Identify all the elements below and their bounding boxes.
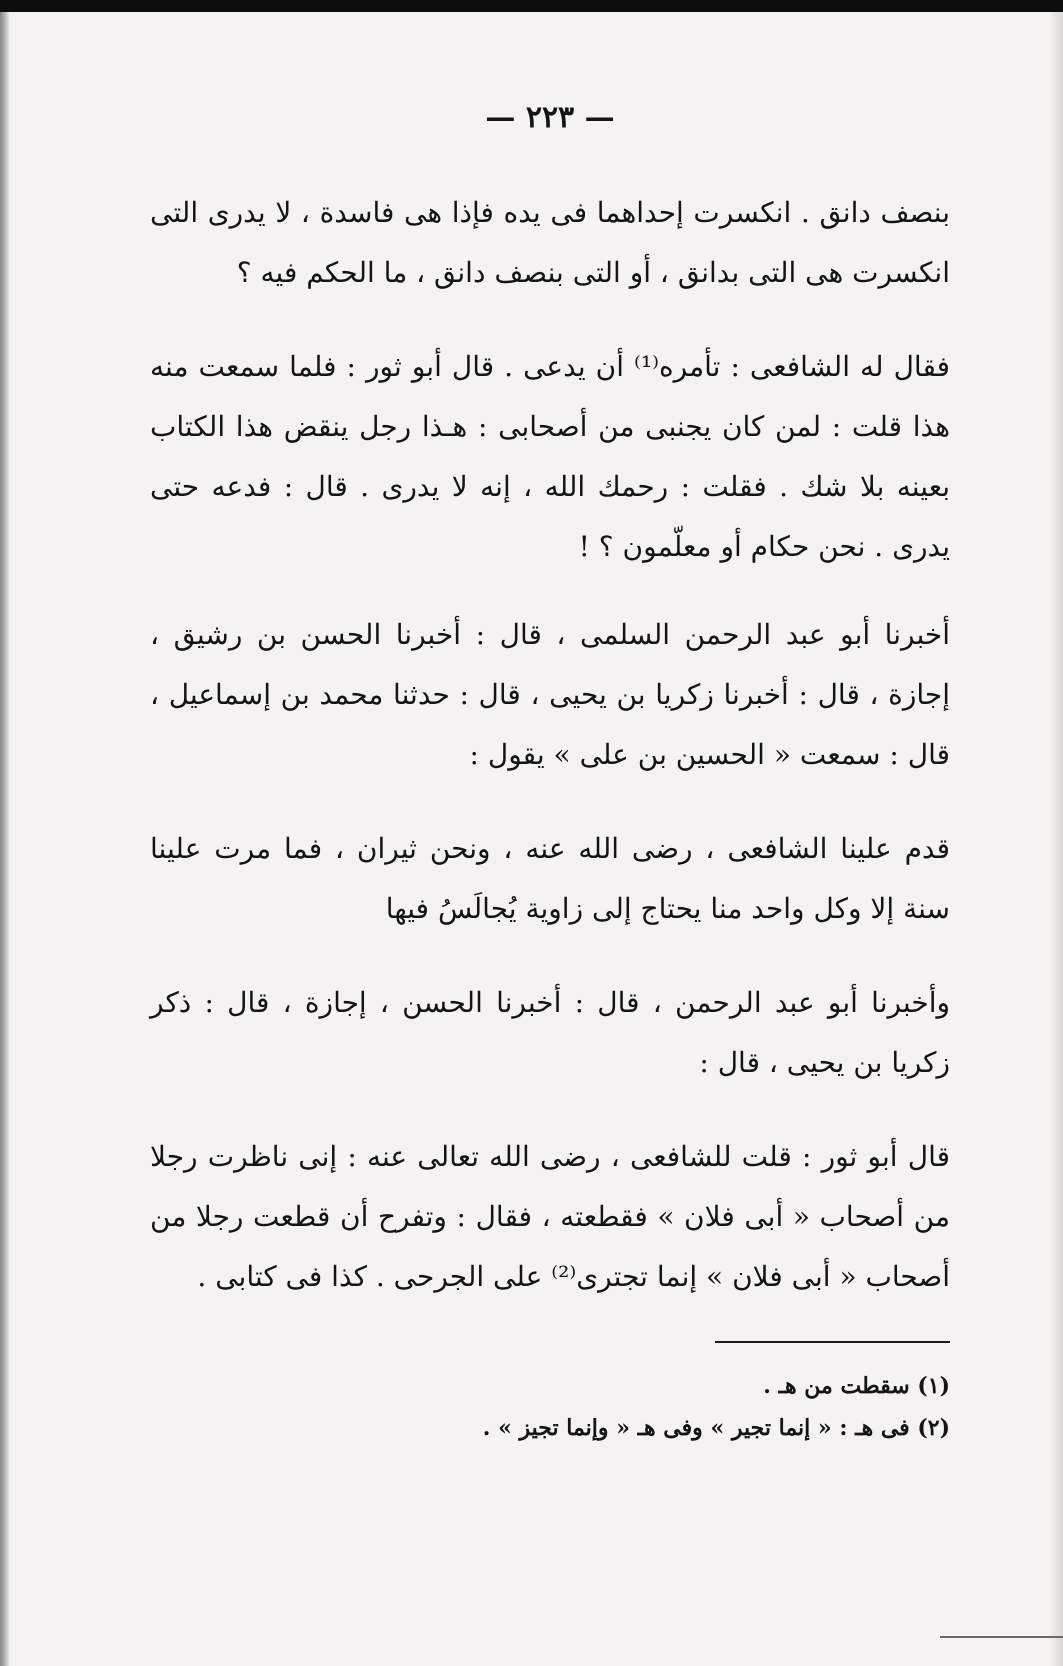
- paragraph-3: أخبرنا أبو عبد الرحمن السلمى ، قال : أخبرنا الحسن بن رشيق ، إجازة ، قال : أخبرنا زكريا بن يحيى ، قال : حدثنا محمد بن إسماعيل ، قال : سمعت « الحسين بن على » يقول :: [150, 618, 950, 771]
- footnote-1: (١) سقطت من هـ .: [763, 1373, 950, 1399]
- footnote-2: (٢) فى هـ : « إنما تجير » وفى هـ « وإنما تجيز » .: [482, 1415, 950, 1441]
- paragraph-6: قال أبو ثور : قلت للشافعى ، رضى الله تعالى عنه : إنى ناظرت رجلا من أصحاب « أبى فلان » فقطعته ، فقال : وتفرح أن قطعت رجلا من أصحاب « أبى فلان » إنما تجترى⁽²⁾ على الجرحى . كذا فى كتابى .: [150, 1140, 950, 1293]
- page-number: — ٢٢٣ —: [485, 100, 615, 135]
- paragraph-5: وأخبرنا أبو عبد الرحمن ، قال : أخبرنا الحسن ، إجازة ، قال : ذكر زكريا بن يحيى ، قال :: [150, 986, 950, 1079]
- paragraph-4: قدم علينا الشافعى ، رضى الله عنه ، ونحن ثيران ، فما مرت علينا سنة إلا وكل واحد منا يحتاج إلى زاوية يُجالَسُ فيها: [150, 832, 950, 925]
- footnote-separator: [715, 1341, 950, 1343]
- scan-bottom-rule: [940, 1636, 1063, 1638]
- scan-right-edge: [1049, 12, 1063, 1666]
- scan-top-edge: [0, 0, 1063, 12]
- paragraph-1: بنصف دانق . انكسرت إحداهما فى يده فإذا هى فاسدة ، لا يدرى التى انكسرت هى التى بدانق ، أو التى بنصف دانق ، ما الحكم فيه ؟: [150, 196, 950, 289]
- book-page: [150, 100, 950, 1449]
- paragraph-2: فقال له الشافعى : تأمره⁽¹⁾ أن يدعى . قال أبو ثور : فلما سمعت منه هذا قلت : لمن كان يجنبى من أصحابى : هـذا رجل ينقض هذا الكتاب بعينه بلا شك . فقلت : رحمك الله ، إنه لا يدرى . قال : فدعه حتى يدرى . نحن حكام أو معلّمون ؟ !: [150, 350, 950, 563]
- scan-left-edge: [0, 12, 10, 1666]
